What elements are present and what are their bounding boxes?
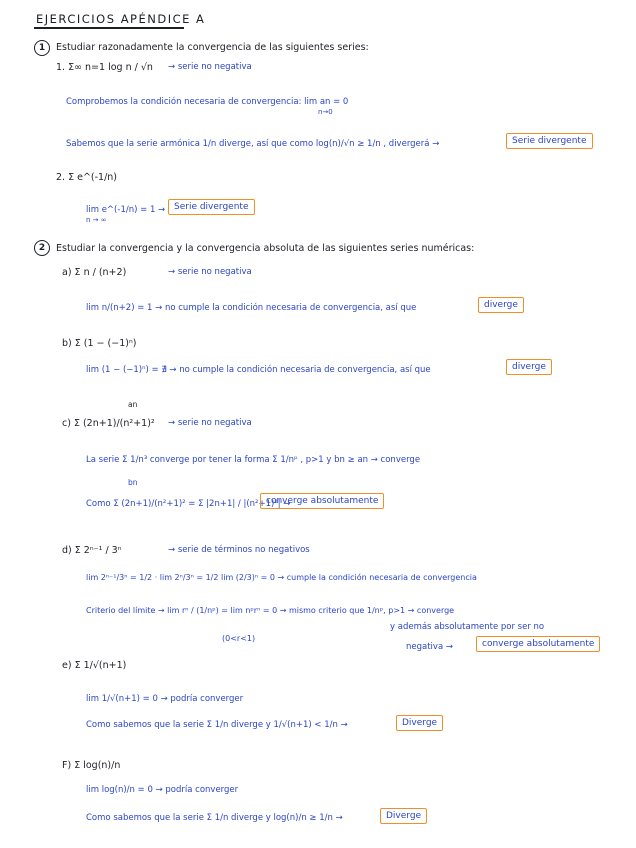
q2-a-label: a) Σ n / (n+2): [62, 267, 127, 278]
q2-d-note: → serie de términos no negativos: [168, 545, 310, 555]
q1-a-label: 1. Σ∞ n=1 log n / √n: [56, 62, 153, 73]
question-1-header: Estudiar razonadamente la convergencia de las siguientes series:: [56, 42, 369, 53]
q2-a-note: → serie no negativa: [168, 267, 252, 277]
q2-e-conclusion: Como sabemos que la serie Σ 1/n diverge y 1/√(n+1) < 1/n →: [86, 720, 348, 730]
q2-c-line2: Como Σ (2n+1)/(n²+1)² = Σ |2n+1| / |(n²+1)²| →: [86, 499, 291, 509]
q2-e-limit: lim 1/√(n+1) = 0 → podría converger: [86, 694, 244, 704]
q2-e-result-box: Diverge: [396, 715, 443, 731]
q1-a-check: Comprobemos la condición necesaria de convergencia: lim an = 0: [66, 97, 349, 107]
q2-c-bn-label: bn: [128, 478, 138, 487]
q1-b-label: 2. Σ e^(-1/n): [56, 172, 118, 183]
q2-c-label: c) Σ (2n+1)/(n²+1)²: [62, 418, 155, 429]
q2-d-criterion-line2: y además absolutamente por ser no: [390, 622, 545, 632]
q2-d-label: d) Σ 2ⁿ⁻¹ / 3ⁿ: [62, 545, 122, 556]
q2-b-result-box: diverge: [506, 359, 552, 375]
q1-a-conclusion: Sabemos que la serie armónica 1/n diverge, así que como log(n)/√n ≥ 1/n , divergerá →: [66, 139, 440, 149]
q2-d-criterion-line3: negativa →: [406, 642, 453, 652]
q1-b-limit: lim e^(-1/n) = 1 →: [86, 205, 166, 215]
q2-c-result-box: converge absolutamente: [260, 493, 384, 509]
question-2-header: Estudiar la convergencia y la convergencia absoluta de las siguientes series numéricas:: [56, 243, 475, 254]
q2-f-label: F) Σ log(n)/n: [62, 760, 121, 771]
q2-a-limit: lim n/(n+2) = 1 → no cumple la condición necesaria de convergencia, así que: [86, 303, 417, 313]
q2-b-limit: lim (1 − (−1)ⁿ) = ∄ → no cumple la condición necesaria de convergencia, así que: [86, 365, 431, 375]
q2-e-label: e) Σ 1/√(n+1): [62, 660, 127, 671]
q1-b-limit-sub: n → ∞: [86, 216, 107, 224]
q2-d-result-box: converge absolutamente: [476, 636, 600, 652]
question-2-number: 2: [34, 240, 50, 256]
q1-b-result-box: Serie divergente: [168, 199, 255, 215]
q2-f-result-box: Diverge: [380, 808, 427, 824]
q1-a-result-box: Serie divergente: [506, 133, 593, 149]
q2-c-line1: La serie Σ 1/n³ converge por tener la forma Σ 1/nᵖ , p>1 y bn ≥ an → converge: [86, 455, 421, 465]
q2-c-an-label: an: [128, 400, 138, 409]
q2-d-criterion: Criterio del límite → lim rⁿ / (1/nᵖ) = lim nᵖrⁿ = 0 → mismo criterio que 1/nᵖ, p>1 → converge: [86, 606, 455, 615]
q1-a-check-sub: n→0: [318, 108, 333, 116]
q2-d-limit: lim 2ⁿ⁻¹/3ⁿ = 1/2 · lim 2ⁿ/3ⁿ = 1/2 lim (2/3)ⁿ = 0 → cumple la condición necesaria de convergencia: [86, 573, 477, 582]
q2-a-result-box: diverge: [478, 297, 524, 313]
q2-b-label: b) Σ (1 − (−1)ⁿ): [62, 338, 137, 349]
title-underline: [34, 27, 184, 29]
q2-f-conclusion: Como sabemos que la serie Σ 1/n diverge y log(n)/n ≥ 1/n →: [86, 813, 343, 823]
q2-d-criterion-cond: (0<r<1): [222, 634, 256, 643]
question-1-number: 1: [34, 40, 50, 56]
page-title: EJERCICIOS APÉNDICE A: [36, 12, 206, 26]
q2-c-note: → serie no negativa: [168, 418, 252, 428]
q2-f-limit: lim log(n)/n = 0 → podría converger: [86, 785, 239, 795]
q1-a-note: → serie no negativa: [168, 62, 252, 72]
